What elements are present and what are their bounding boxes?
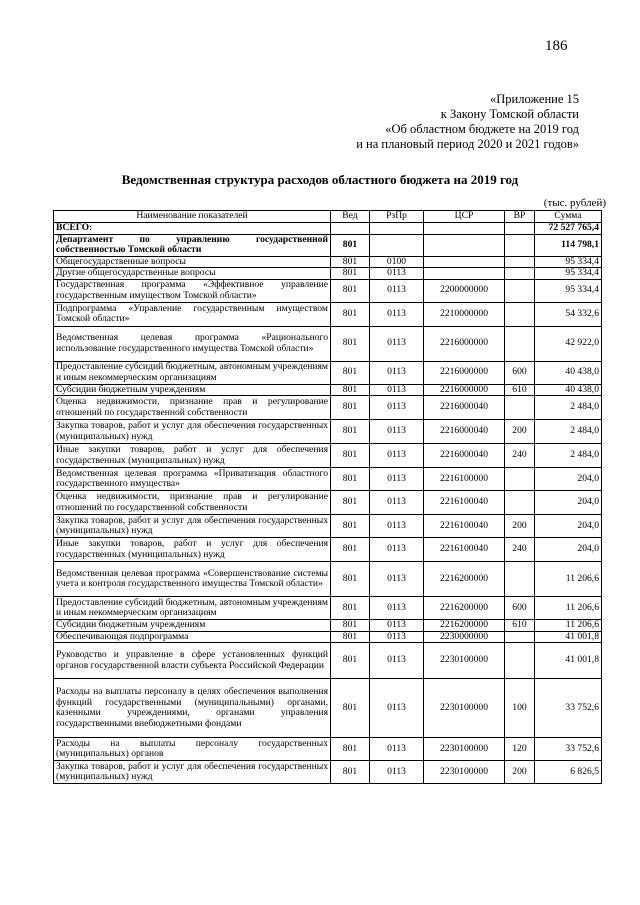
row-vr xyxy=(505,491,535,515)
row-name: Иные закупки товаров, работ и услуг для обеспечения государственных (муниципальных) нужд xyxy=(54,538,331,562)
row-rzpr: 0113 xyxy=(370,679,424,738)
row-rzpr: 0113 xyxy=(370,515,424,538)
row-sum: 2 484,0 xyxy=(535,420,602,444)
header-sum: Сумма xyxy=(535,211,602,223)
row-ved: 801 xyxy=(331,538,370,562)
row-sum: 114 798,1 xyxy=(535,234,602,256)
row-rzpr: 0100 xyxy=(370,256,424,268)
row-csr xyxy=(424,268,505,280)
row-vr xyxy=(505,631,535,643)
table-row xyxy=(54,223,602,235)
row-rzpr: 0113 xyxy=(370,468,424,491)
row-rzpr: 0113 xyxy=(370,326,424,361)
table-row xyxy=(54,396,602,420)
row-name: Иные закупки товаров, работ и услуг для обеспечения государственных (муниципальных) нужд xyxy=(54,444,331,468)
header-rzpr: РзПр xyxy=(370,211,424,223)
row-name: Расходы на выплаты персоналу государственных (муниципальных) органов xyxy=(54,738,331,761)
row-ved: 801 xyxy=(331,491,370,515)
row-csr: 2230100000 xyxy=(424,761,505,784)
row-name: Ведомственная целевая программа «Рационального использование государственного имущества Томской области» xyxy=(54,326,331,361)
row-ved: 801 xyxy=(331,679,370,738)
row-vr: 610 xyxy=(505,620,535,632)
table-row xyxy=(54,468,602,491)
table-row xyxy=(54,234,602,256)
row-csr: 2230100000 xyxy=(424,738,505,761)
table-body xyxy=(54,223,602,784)
row-csr: 2230100000 xyxy=(424,643,505,679)
row-sum: 40 438,0 xyxy=(535,361,602,384)
row-name: Предоставление субсидий бюджетным, автономным учреждениям и иным некоммерческим организациям xyxy=(54,597,331,620)
row-ved: 801 xyxy=(331,738,370,761)
table-row xyxy=(54,515,602,538)
table-row xyxy=(54,631,602,643)
table-row xyxy=(54,444,602,468)
row-vr: 200 xyxy=(505,420,535,444)
appendix-line: к Закону Томской области xyxy=(440,107,579,121)
row-sum: 204,0 xyxy=(535,468,602,491)
units-label: (тыс. рублей) xyxy=(543,197,606,209)
row-vr: 120 xyxy=(505,738,535,761)
row-name: Ведомственная целевая программа «Совершенствование системы учета и контроля государственного имущества Томской области» xyxy=(54,562,331,597)
row-rzpr: 0113 xyxy=(370,420,424,444)
row-ved: 801 xyxy=(331,361,370,384)
row-sum: 11 206,6 xyxy=(535,597,602,620)
row-name: Закупка товаров, работ и услуг для обеспечения государственных (муниципальных) нужд xyxy=(54,515,331,538)
row-csr: 2216200000 xyxy=(424,562,505,597)
row-vr xyxy=(505,468,535,491)
row-sum: 204,0 xyxy=(535,515,602,538)
row-rzpr: 0113 xyxy=(370,631,424,643)
row-name: Государственная программа «Эффективное управление государственным имуществом Томской области» xyxy=(54,279,331,302)
row-vr xyxy=(505,396,535,420)
row-ved: 801 xyxy=(331,631,370,643)
table-row xyxy=(54,620,602,632)
row-rzpr xyxy=(370,234,424,256)
row-vr: 600 xyxy=(505,361,535,384)
row-rzpr: 0113 xyxy=(370,361,424,384)
row-csr: 2216000000 xyxy=(424,361,505,384)
row-ved: 801 xyxy=(331,234,370,256)
row-ved: 801 xyxy=(331,515,370,538)
row-csr: 2216000000 xyxy=(424,326,505,361)
row-sum: 40 438,0 xyxy=(535,384,602,396)
row-ved: 801 xyxy=(331,468,370,491)
row-ved: 801 xyxy=(331,597,370,620)
row-vr: 240 xyxy=(505,444,535,468)
row-vr xyxy=(505,256,535,268)
row-name: Закупка товаров, работ и услуг для обеспечения государственных (муниципальных) нужд xyxy=(54,420,331,444)
row-ved: 801 xyxy=(331,620,370,632)
row-csr: 2216000040 xyxy=(424,396,505,420)
row-name: Другие общегосударственные вопросы xyxy=(54,268,331,280)
row-csr: 2216000000 xyxy=(424,384,505,396)
table-row xyxy=(54,738,602,761)
row-name: Руководство и управление в сфере установленных функций органов государственной власти субъекта Российской Федерации xyxy=(54,643,331,679)
appendix-line: «Об областном бюджете на 2019 год xyxy=(385,122,579,136)
row-name: Департамент по управлению государственной собственностью Томской области xyxy=(54,234,331,256)
table-row xyxy=(54,679,602,738)
row-csr: 2216100040 xyxy=(424,515,505,538)
row-ved: 801 xyxy=(331,302,370,326)
table-row xyxy=(54,643,602,679)
row-vr xyxy=(505,643,535,679)
row-csr: 2230000000 xyxy=(424,631,505,643)
row-rzpr: 0113 xyxy=(370,562,424,597)
row-vr xyxy=(505,268,535,280)
row-rzpr: 0113 xyxy=(370,279,424,302)
row-sum: 11 206,6 xyxy=(535,620,602,632)
row-vr xyxy=(505,279,535,302)
row-name: Оценка недвижимости, признание прав и регулирование отношений по государственной собственности xyxy=(54,491,331,515)
row-csr xyxy=(424,223,505,235)
row-vr xyxy=(505,223,535,235)
row-name: Ведомственная целевая программа «Приватизация областного государственного имущества» xyxy=(54,468,331,491)
row-ved: 801 xyxy=(331,256,370,268)
header-csr: ЦСР xyxy=(424,211,505,223)
appendix-line: «Приложение 15 xyxy=(490,92,579,106)
row-ved: 801 xyxy=(331,384,370,396)
row-name: ВСЕГО: xyxy=(54,223,331,235)
row-ved: 801 xyxy=(331,326,370,361)
row-name: Расходы на выплаты персоналу в целях обеспечения выполнения функций государственными (муниципальными) органами, казенными учреждениями, органами управления государственными внебюджетными фондами xyxy=(54,679,331,738)
table-row xyxy=(54,279,602,302)
document-title: Ведомственная структура расходов областного бюджета на 2019 год xyxy=(121,172,519,187)
row-name: Закупка товаров, работ и услуг для обеспечения государственных (муниципальных) нужд xyxy=(54,761,331,784)
row-rzpr: 0113 xyxy=(370,597,424,620)
row-csr: 2216200000 xyxy=(424,597,505,620)
row-vr xyxy=(505,326,535,361)
page-number: 186 xyxy=(545,38,568,54)
row-name: Субсидии бюджетным учреждениям xyxy=(54,384,331,396)
row-rzpr: 0113 xyxy=(370,643,424,679)
row-sum: 204,0 xyxy=(535,491,602,515)
row-rzpr: 0113 xyxy=(370,620,424,632)
row-sum: 95 334,4 xyxy=(535,279,602,302)
table-row xyxy=(54,302,602,326)
row-ved: 801 xyxy=(331,761,370,784)
table-row xyxy=(54,420,602,444)
appendix-header xyxy=(356,92,579,152)
header-ved: Вед xyxy=(331,211,370,223)
row-name: Общегосударственные вопросы xyxy=(54,256,331,268)
row-rzpr: 0113 xyxy=(370,444,424,468)
row-rzpr: 0113 xyxy=(370,738,424,761)
row-rzpr xyxy=(370,223,424,235)
row-ved: 801 xyxy=(331,396,370,420)
row-sum: 33 752,6 xyxy=(535,738,602,761)
row-vr: 240 xyxy=(505,538,535,562)
table-row xyxy=(54,761,602,784)
header-vr: ВР xyxy=(505,211,535,223)
row-sum: 2 484,0 xyxy=(535,396,602,420)
row-rzpr: 0113 xyxy=(370,396,424,420)
row-rzpr: 0113 xyxy=(370,761,424,784)
row-sum: 95 334,4 xyxy=(535,256,602,268)
row-name: Обеспечивающая подпрограмма xyxy=(54,631,331,643)
row-csr: 2216100040 xyxy=(424,491,505,515)
row-vr: 100 xyxy=(505,679,535,738)
row-ved: 801 xyxy=(331,643,370,679)
appendix-line: и на плановый период 2020 и 2021 годов» xyxy=(356,137,579,151)
row-csr xyxy=(424,234,505,256)
table-header-row xyxy=(54,211,602,223)
row-sum: 95 334,4 xyxy=(535,268,602,280)
row-ved: 801 xyxy=(331,268,370,280)
table-row xyxy=(54,538,602,562)
row-vr xyxy=(505,302,535,326)
row-vr xyxy=(505,234,535,256)
row-vr: 600 xyxy=(505,597,535,620)
row-sum: 42 922,0 xyxy=(535,326,602,361)
row-sum: 41 001,8 xyxy=(535,631,602,643)
row-vr: 610 xyxy=(505,384,535,396)
row-csr: 2210000000 xyxy=(424,302,505,326)
row-sum: 54 332,6 xyxy=(535,302,602,326)
row-rzpr: 0113 xyxy=(370,538,424,562)
row-csr: 2216000040 xyxy=(424,420,505,444)
table-row xyxy=(54,256,602,268)
row-name: Оценка недвижимости, признание прав и регулирование отношений по государственной собственности xyxy=(54,396,331,420)
table-row xyxy=(54,562,602,597)
row-vr: 200 xyxy=(505,761,535,784)
row-csr: 2200000000 xyxy=(424,279,505,302)
row-csr: 2216200000 xyxy=(424,620,505,632)
table-row xyxy=(54,597,602,620)
expenditure-table xyxy=(53,210,602,784)
row-csr: 2230100000 xyxy=(424,679,505,738)
row-rzpr: 0113 xyxy=(370,268,424,280)
row-name: Предоставление субсидий бюджетным, автономным учреждениям и иным некоммерческим организациям xyxy=(54,361,331,384)
row-csr: 2216000040 xyxy=(424,444,505,468)
row-ved: 801 xyxy=(331,279,370,302)
row-sum: 204,0 xyxy=(535,538,602,562)
row-sum: 41 001,8 xyxy=(535,643,602,679)
row-csr: 2216100040 xyxy=(424,538,505,562)
row-sum: 2 484,0 xyxy=(535,444,602,468)
row-sum: 6 826,5 xyxy=(535,761,602,784)
row-csr xyxy=(424,256,505,268)
row-ved: 801 xyxy=(331,444,370,468)
row-name: Подпрограмма «Управление государственным имуществом Томской области» xyxy=(54,302,331,326)
header-name: Наименование показателей xyxy=(54,211,331,223)
row-ved: 801 xyxy=(331,562,370,597)
table-row xyxy=(54,326,602,361)
row-rzpr: 0113 xyxy=(370,384,424,396)
row-vr xyxy=(505,562,535,597)
row-sum: 72 527 765,4 xyxy=(535,223,602,235)
table-row xyxy=(54,361,602,384)
row-ved: 801 xyxy=(331,420,370,444)
table-row xyxy=(54,384,602,396)
row-rzpr: 0113 xyxy=(370,302,424,326)
table-row xyxy=(54,268,602,280)
table-row xyxy=(54,491,602,515)
row-vr: 200 xyxy=(505,515,535,538)
row-rzpr: 0113 xyxy=(370,491,424,515)
row-name: Субсидии бюджетным учреждениям xyxy=(54,620,331,632)
row-ved xyxy=(331,223,370,235)
row-sum: 33 752,6 xyxy=(535,679,602,738)
row-csr: 2216100000 xyxy=(424,468,505,491)
row-sum: 11 206,6 xyxy=(535,562,602,597)
